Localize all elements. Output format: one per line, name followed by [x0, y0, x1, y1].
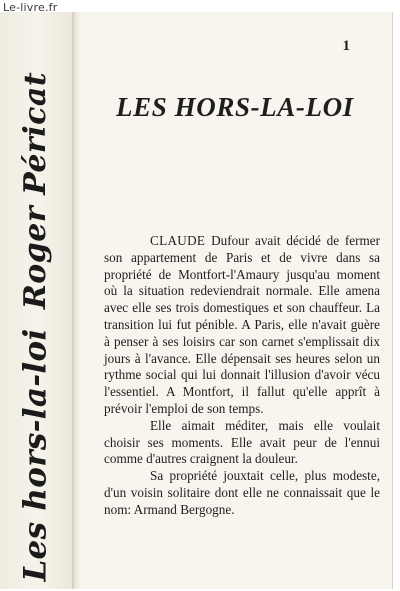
paragraph-text: Dufour avait décidé de fermer son appartement de Paris et de vivre dans sa propriété de Montfort-l'Amaury jusqu'au moment où la situation redeviendrait normale. Elle amena avec elle ses trois domestiques et son chauffeur. La transition lui fut pénible. A Paris, elle n'avait guère à penser à ses loisirs car son carnet s'emplissait dix jours à l'avance. Elle dépensait ses heures selon un rythme social qui lui donnait l'illusion d'avoir vécu l'essentiel. A Montfort, il fallut qu'elle apprît à prévoir l'emploi de son temps. [104, 233, 380, 416]
book-page [80, 12, 392, 589]
spine-author: Roger Péricat [18, 71, 54, 309]
paragraph-3: Sa propriété jouxtait celle, plus modeste, d'un voisin solitaire dont elle ne connaissait que le nom: Armand Bergogne. [104, 468, 380, 517]
spine-author-block [16, 71, 56, 309]
book-spine [0, 12, 72, 589]
body-text [104, 233, 380, 519]
watermark: Le-livre.fr [3, 1, 58, 14]
paragraph-lead: CLAUDE [150, 233, 206, 248]
spine-title-block [16, 330, 56, 580]
spine-title: Les hors-la-loi [18, 328, 54, 582]
page-number: 1 [342, 38, 350, 54]
chapter-title: LES HORS-LA-LOI [116, 92, 354, 122]
paragraph-2: Elle aimait méditer, mais elle voulait choisir ses moments. Elle avait peur de l'ennui comme d'autres craignent la douleur. [104, 417, 380, 467]
book [0, 12, 393, 589]
paragraph-1 [104, 233, 380, 418]
spine-fold [72, 12, 80, 589]
